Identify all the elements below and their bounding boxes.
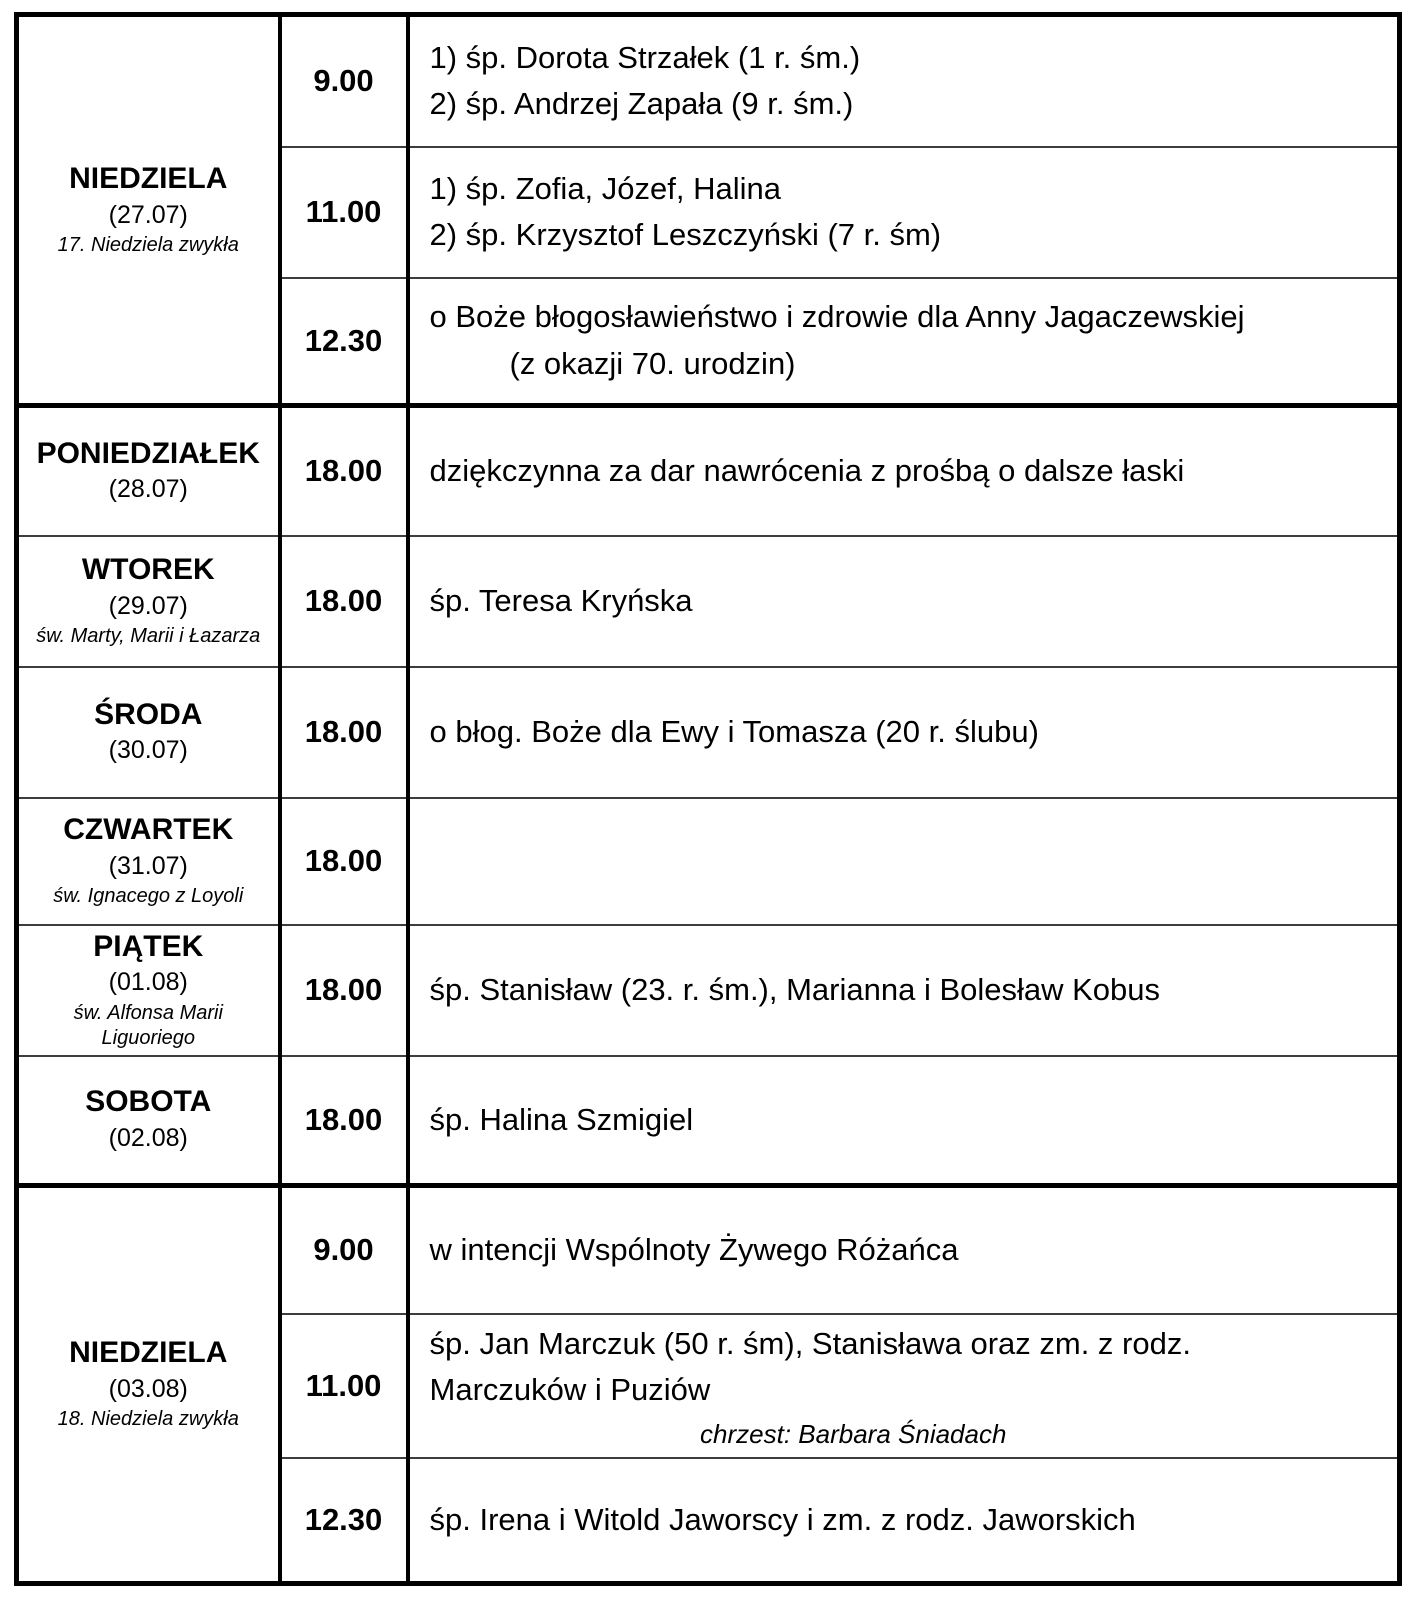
day-date: (03.08) [108, 1374, 188, 1403]
intention-cell [408, 1458, 1400, 1583]
mass-schedule-table [14, 12, 1402, 1586]
intention-line: 2) śp. Andrzej Zapała (9 r. śm.) [429, 86, 854, 122]
day-name: SOBOTA [85, 1085, 212, 1119]
intention-cell [408, 406, 1400, 536]
intention-line: śp. Teresa Kryńska [429, 582, 693, 618]
table-row [17, 536, 1400, 667]
intention-line: (z okazji 70. urodzin) [509, 345, 796, 381]
day-cell [17, 1056, 280, 1186]
day-cell [17, 406, 280, 536]
day-feast: 18. Niedziela zwykła [57, 1408, 239, 1431]
time-cell: 9.00 [280, 1186, 408, 1314]
intention-line: śp. Stanisław (23. r. śm.), Marianna i Bolesław Kobus [429, 971, 1161, 1007]
day-cell [17, 667, 280, 798]
day-cell [17, 925, 280, 1056]
time-cell: 11.00 [280, 1314, 408, 1459]
time-cell: 18.00 [280, 1056, 408, 1186]
intention-cell [408, 15, 1400, 147]
intention-line: 2) śp. Krzysztof Leszczyński (7 r. śm) [429, 217, 942, 252]
intention-line: śp. Irena i Witold Jaworscy i zm. z rodz. Jaworskich [429, 1501, 1136, 1537]
time-cell: 18.00 [280, 667, 408, 798]
day-name: NIEDZIELA [69, 1336, 228, 1370]
day-cell [17, 1186, 280, 1584]
day-date: (28.07) [108, 475, 188, 504]
intention-line: 1) śp. Dorota Strzałek (1 r. śm.) [429, 39, 861, 75]
day-date: (27.07) [108, 200, 188, 229]
baptism-note: chrzest: Barbara Śniadach [700, 1418, 1007, 1449]
table-row [17, 1186, 1400, 1314]
intention-line: Marczuków i Puziów [429, 1372, 711, 1407]
day-name: PONIEDZIAŁEK [36, 436, 260, 470]
day-feast: św. Ignacego z Loyoli [53, 885, 244, 907]
day-date: (30.07) [108, 736, 188, 764]
intention-line: o błog. Boże dla Ewy i Tomasza (20 r. ślubu) [429, 713, 1039, 749]
intention-cell [408, 798, 1400, 925]
time-cell: 18.00 [280, 925, 408, 1056]
time-cell: 11.00 [280, 147, 408, 278]
intention-line: o Boże błogosławieństwo i zdrowie dla Anny Jagaczewskiej [429, 299, 1245, 335]
time-cell: 9.00 [280, 15, 408, 147]
intention-cell [408, 1314, 1400, 1459]
intention-cell [408, 1056, 1400, 1186]
time-cell: 12.30 [280, 278, 408, 406]
table-row [17, 15, 1400, 147]
day-name: PIĄTEK [93, 929, 204, 963]
day-date: (29.07) [108, 591, 188, 620]
time-cell: 18.00 [280, 798, 408, 925]
day-feast: św. Alfonsa Marii Liguoriego [73, 1001, 223, 1049]
table-row [17, 406, 1400, 536]
intention-line: śp. Halina Szmigiel [429, 1101, 694, 1137]
intention-line: dziękczynna za dar nawrócenia z prośbą o dalsze łaski [429, 453, 1185, 488]
day-date: (02.08) [108, 1123, 188, 1152]
day-cell [17, 536, 280, 667]
day-date: (31.07) [108, 851, 188, 880]
table-row [17, 1056, 1400, 1186]
day-name: NIEDZIELA [69, 162, 228, 195]
table-row [17, 667, 1400, 798]
intention-cell [408, 1186, 1400, 1314]
time-cell: 18.00 [280, 536, 408, 667]
intention-line: śp. Jan Marczuk (50 r. śm), Stanisława oraz zm. z rodz. [429, 1325, 1191, 1361]
time-cell: 12.30 [280, 1458, 408, 1583]
day-cell [17, 798, 280, 925]
intention-cell [408, 925, 1400, 1056]
intention-cell [408, 147, 1400, 278]
intention-cell [408, 278, 1400, 406]
table-row [17, 925, 1400, 1056]
day-date: (01.08) [108, 968, 188, 996]
intention-cell [408, 667, 1400, 798]
day-feast: 17. Niedziela zwykła [57, 234, 239, 256]
intention-line [430, 861, 1388, 862]
day-name: ŚRODA [94, 697, 203, 731]
day-name: CZWARTEK [63, 813, 234, 846]
time-cell: 18.00 [280, 406, 408, 536]
intention-cell [408, 536, 1400, 667]
day-name: WTOREK [81, 553, 215, 586]
day-feast: św. Marty, Marii i Łazarza [36, 625, 261, 647]
table-row [17, 798, 1400, 925]
day-cell [17, 15, 280, 406]
intention-line: 1) śp. Zofia, Józef, Halina [429, 170, 781, 206]
intention-line: w intencji Wspólnoty Żywego Różańca [429, 1232, 959, 1267]
